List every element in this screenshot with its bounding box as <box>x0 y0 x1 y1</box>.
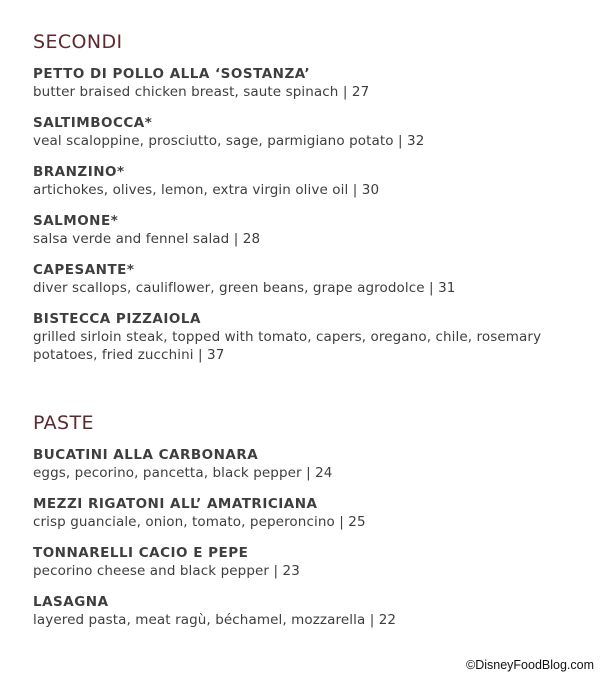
item-name: PETTO DI POLLO ALLA ‘SOSTANZA’ <box>33 66 311 82</box>
menu-item <box>33 163 588 199</box>
item-name: MEZZI RIGATONI ALL’ AMATRICIANA <box>33 496 318 512</box>
item-description: diver scallops, cauliflower, green beans, grape agrodolce | 31 <box>33 280 456 296</box>
section-secondi <box>33 31 588 377</box>
item-name: SALTIMBOCCA* <box>33 115 153 131</box>
item-name: CAPESANTE* <box>33 262 135 278</box>
section-paste <box>33 412 588 642</box>
menu-item <box>33 544 588 580</box>
item-name: LASAGNA <box>33 594 109 610</box>
item-name: BISTECCA PIZZAIOLA <box>33 311 201 327</box>
item-name: BRANZINO* <box>33 164 125 180</box>
menu-item <box>33 495 588 531</box>
section-title: PASTE <box>33 412 94 434</box>
menu-item <box>33 65 588 101</box>
menu-item <box>33 446 588 482</box>
item-description: butter braised chicken breast, saute spinach | 27 <box>33 84 370 100</box>
menu-item <box>33 212 588 248</box>
item-description: artichokes, olives, lemon, extra virgin olive oil | 30 <box>33 182 380 198</box>
section-title: SECONDI <box>33 31 123 53</box>
menu-items <box>33 446 588 629</box>
menu-item <box>33 310 588 364</box>
item-name: BUCATINI ALLA CARBONARA <box>33 447 259 463</box>
item-name: SALMONE* <box>33 213 119 229</box>
menu-item <box>33 114 588 150</box>
watermark: ©DisneyFoodBlog.com <box>465 658 594 672</box>
item-description: layered pasta, meat ragù, béchamel, mozzarella | 22 <box>33 612 397 628</box>
item-description: crisp guanciale, onion, tomato, peperoncino | 25 <box>33 514 366 530</box>
menu-item <box>33 593 588 629</box>
item-description: eggs, pecorino, pancetta, black pepper | 24 <box>33 465 333 481</box>
item-description: salsa verde and fennel salad | 28 <box>33 231 261 247</box>
item-description: veal scaloppine, prosciutto, sage, parmigiano potato | 32 <box>33 133 425 149</box>
menu-items <box>33 65 588 364</box>
item-name: TONNARELLI CACIO E PEPE <box>33 545 249 561</box>
item-description: pecorino cheese and black pepper | 23 <box>33 563 300 579</box>
item-description: grilled sirloin steak, topped with tomato, capers, oregano, chile, rosemary potatoes, fried zucchini | 37 <box>33 329 542 363</box>
menu-item <box>33 261 588 297</box>
